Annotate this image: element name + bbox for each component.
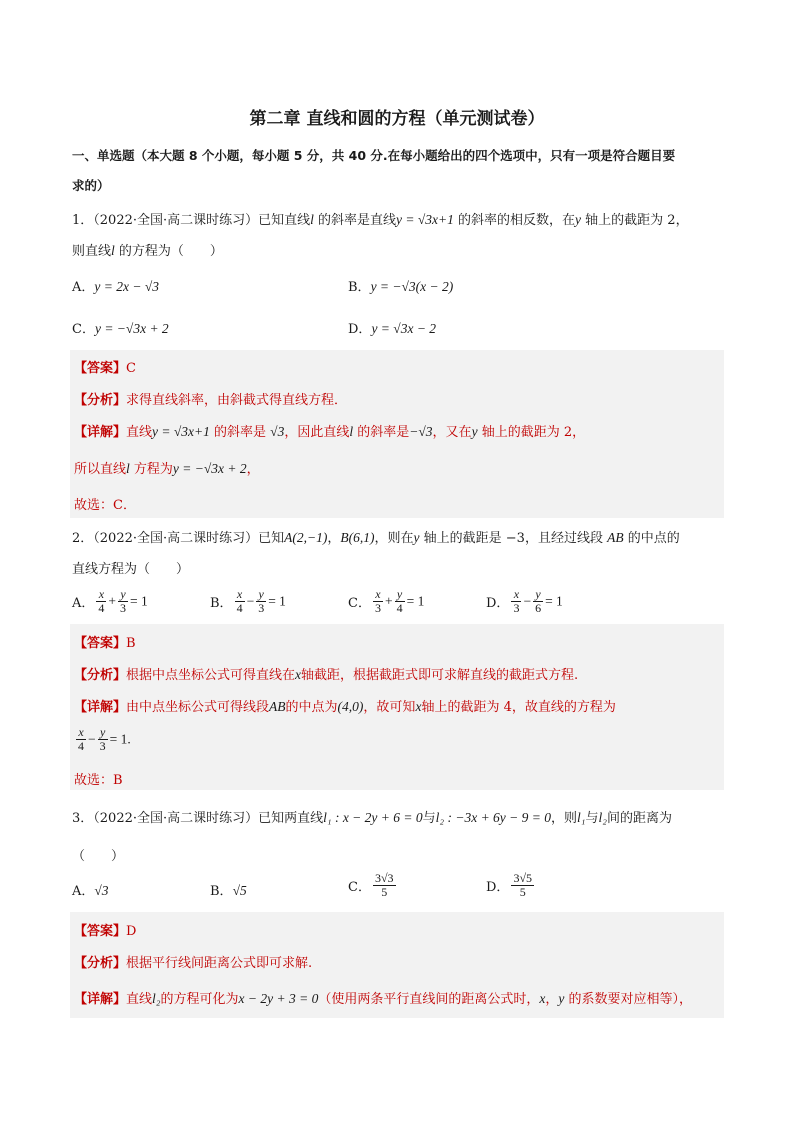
q2-choice: 故选：B	[74, 773, 123, 788]
q1-stem-line1: 1．（2022·全国·高二课时练习）已知直线l 的斜率是直线y = √3x+1 的斜率的相反数，在y 轴上的截距为 2，	[72, 212, 689, 228]
q1-answer: 【答案】C	[74, 361, 136, 376]
section-heading-line1: 一、单选题（本大题 8 个小题，每小题 5 分，共 40 分.在每小题给出的四个选项中，只有一项是符合题目要	[72, 148, 676, 163]
q3-stem-line2: （ ）	[72, 849, 125, 864]
q2-stem-line2: 直线方程为（ ）	[72, 562, 190, 577]
q1-detail-line1: 【详解】直线y = √3x+1 的斜率是 √3，因此直线l 的斜率是−√3，又在y 轴上的截距为 2，	[74, 424, 586, 440]
q3-option-c[interactable]: C． $\frac{3√3}{5}$	[348, 871, 394, 899]
q1-option-b[interactable]: B．y = −√3(x − 2)	[348, 279, 454, 295]
q2-detail-line1: 【详解】由中点坐标公式可得线段AB的中点为(4,0)，故可知x轴上的截距为 4，故直线的方程为	[74, 699, 616, 715]
q3-option-b[interactable]: B．√5	[210, 883, 247, 899]
q1-stem-line2: 则直线l 的方程为（ ）	[72, 243, 223, 259]
q1-option-a[interactable]: A．y = 2x − √3	[72, 279, 160, 295]
page-title: 第二章 直线和圆的方程（单元测试卷）	[249, 109, 545, 129]
q1-detail-line2: 所以直线l 方程为y = −√3x + 2，	[74, 461, 260, 477]
section-heading-line2: 求的）	[72, 178, 110, 193]
q1-analysis: 【分析】求得直线斜率，由斜截式得直线方程．	[74, 393, 348, 408]
q3-option-d[interactable]: D． $\frac{3√5}{5}$	[486, 871, 533, 899]
q2-option-c[interactable]: C． $\frac{x}{3}$ + $\frac{y}{4}$ = 1	[348, 587, 425, 615]
q2-detail-equation: $\frac{x}{4}$ − $\frac{y}{3}$ = 1.	[78, 725, 131, 753]
q1-choice: 故选：C．	[74, 498, 136, 513]
q2-analysis: 【分析】根据中点坐标公式可得直线在x轴截距，根据截距式即可求解直线的截距式方程.	[74, 667, 579, 683]
q2-stem-line1: 2．（2022·全国·高二课时练习）已知A(2,−1)，B(6,1)，则在y 轴上的截距是 −3，且经过线段 AB 的中点的	[72, 530, 680, 546]
q3-analysis: 【分析】根据平行线间距离公式即可求解.	[74, 956, 313, 971]
q2-option-a[interactable]: A． $\frac{x}{4}$ + $\frac{y}{3}$ = 1	[72, 587, 148, 615]
q3-detail-line1: 【详解】直线l₂的方程可化为x − 2y + 3 = 0（使用两条平行直线间的距离公式时，x，y 的系数要对应相等），	[74, 991, 692, 1007]
q1-option-c[interactable]: C．y = −√3x + 2	[72, 321, 169, 337]
q3-stem-line1: 3．（2022·全国·高二课时练习）已知两直线l₁ : x − 2y + 6 = 0与l₂ : −3x + 6y − 9 = 0，则l₁与l₂间的距离为	[72, 810, 672, 826]
q2-option-d[interactable]: D． $\frac{x}{3}$ − $\frac{y}{6}$ = 1	[486, 587, 563, 615]
q3-answer: 【答案】D	[74, 924, 137, 939]
q3-option-a[interactable]: A．√3	[72, 883, 109, 899]
q2-answer: 【答案】B	[74, 636, 136, 651]
q2-option-b[interactable]: B． $\frac{x}{4}$ − $\frac{y}{3}$ = 1	[210, 587, 286, 615]
q1-option-d[interactable]: D．y = √3x − 2	[348, 321, 437, 337]
